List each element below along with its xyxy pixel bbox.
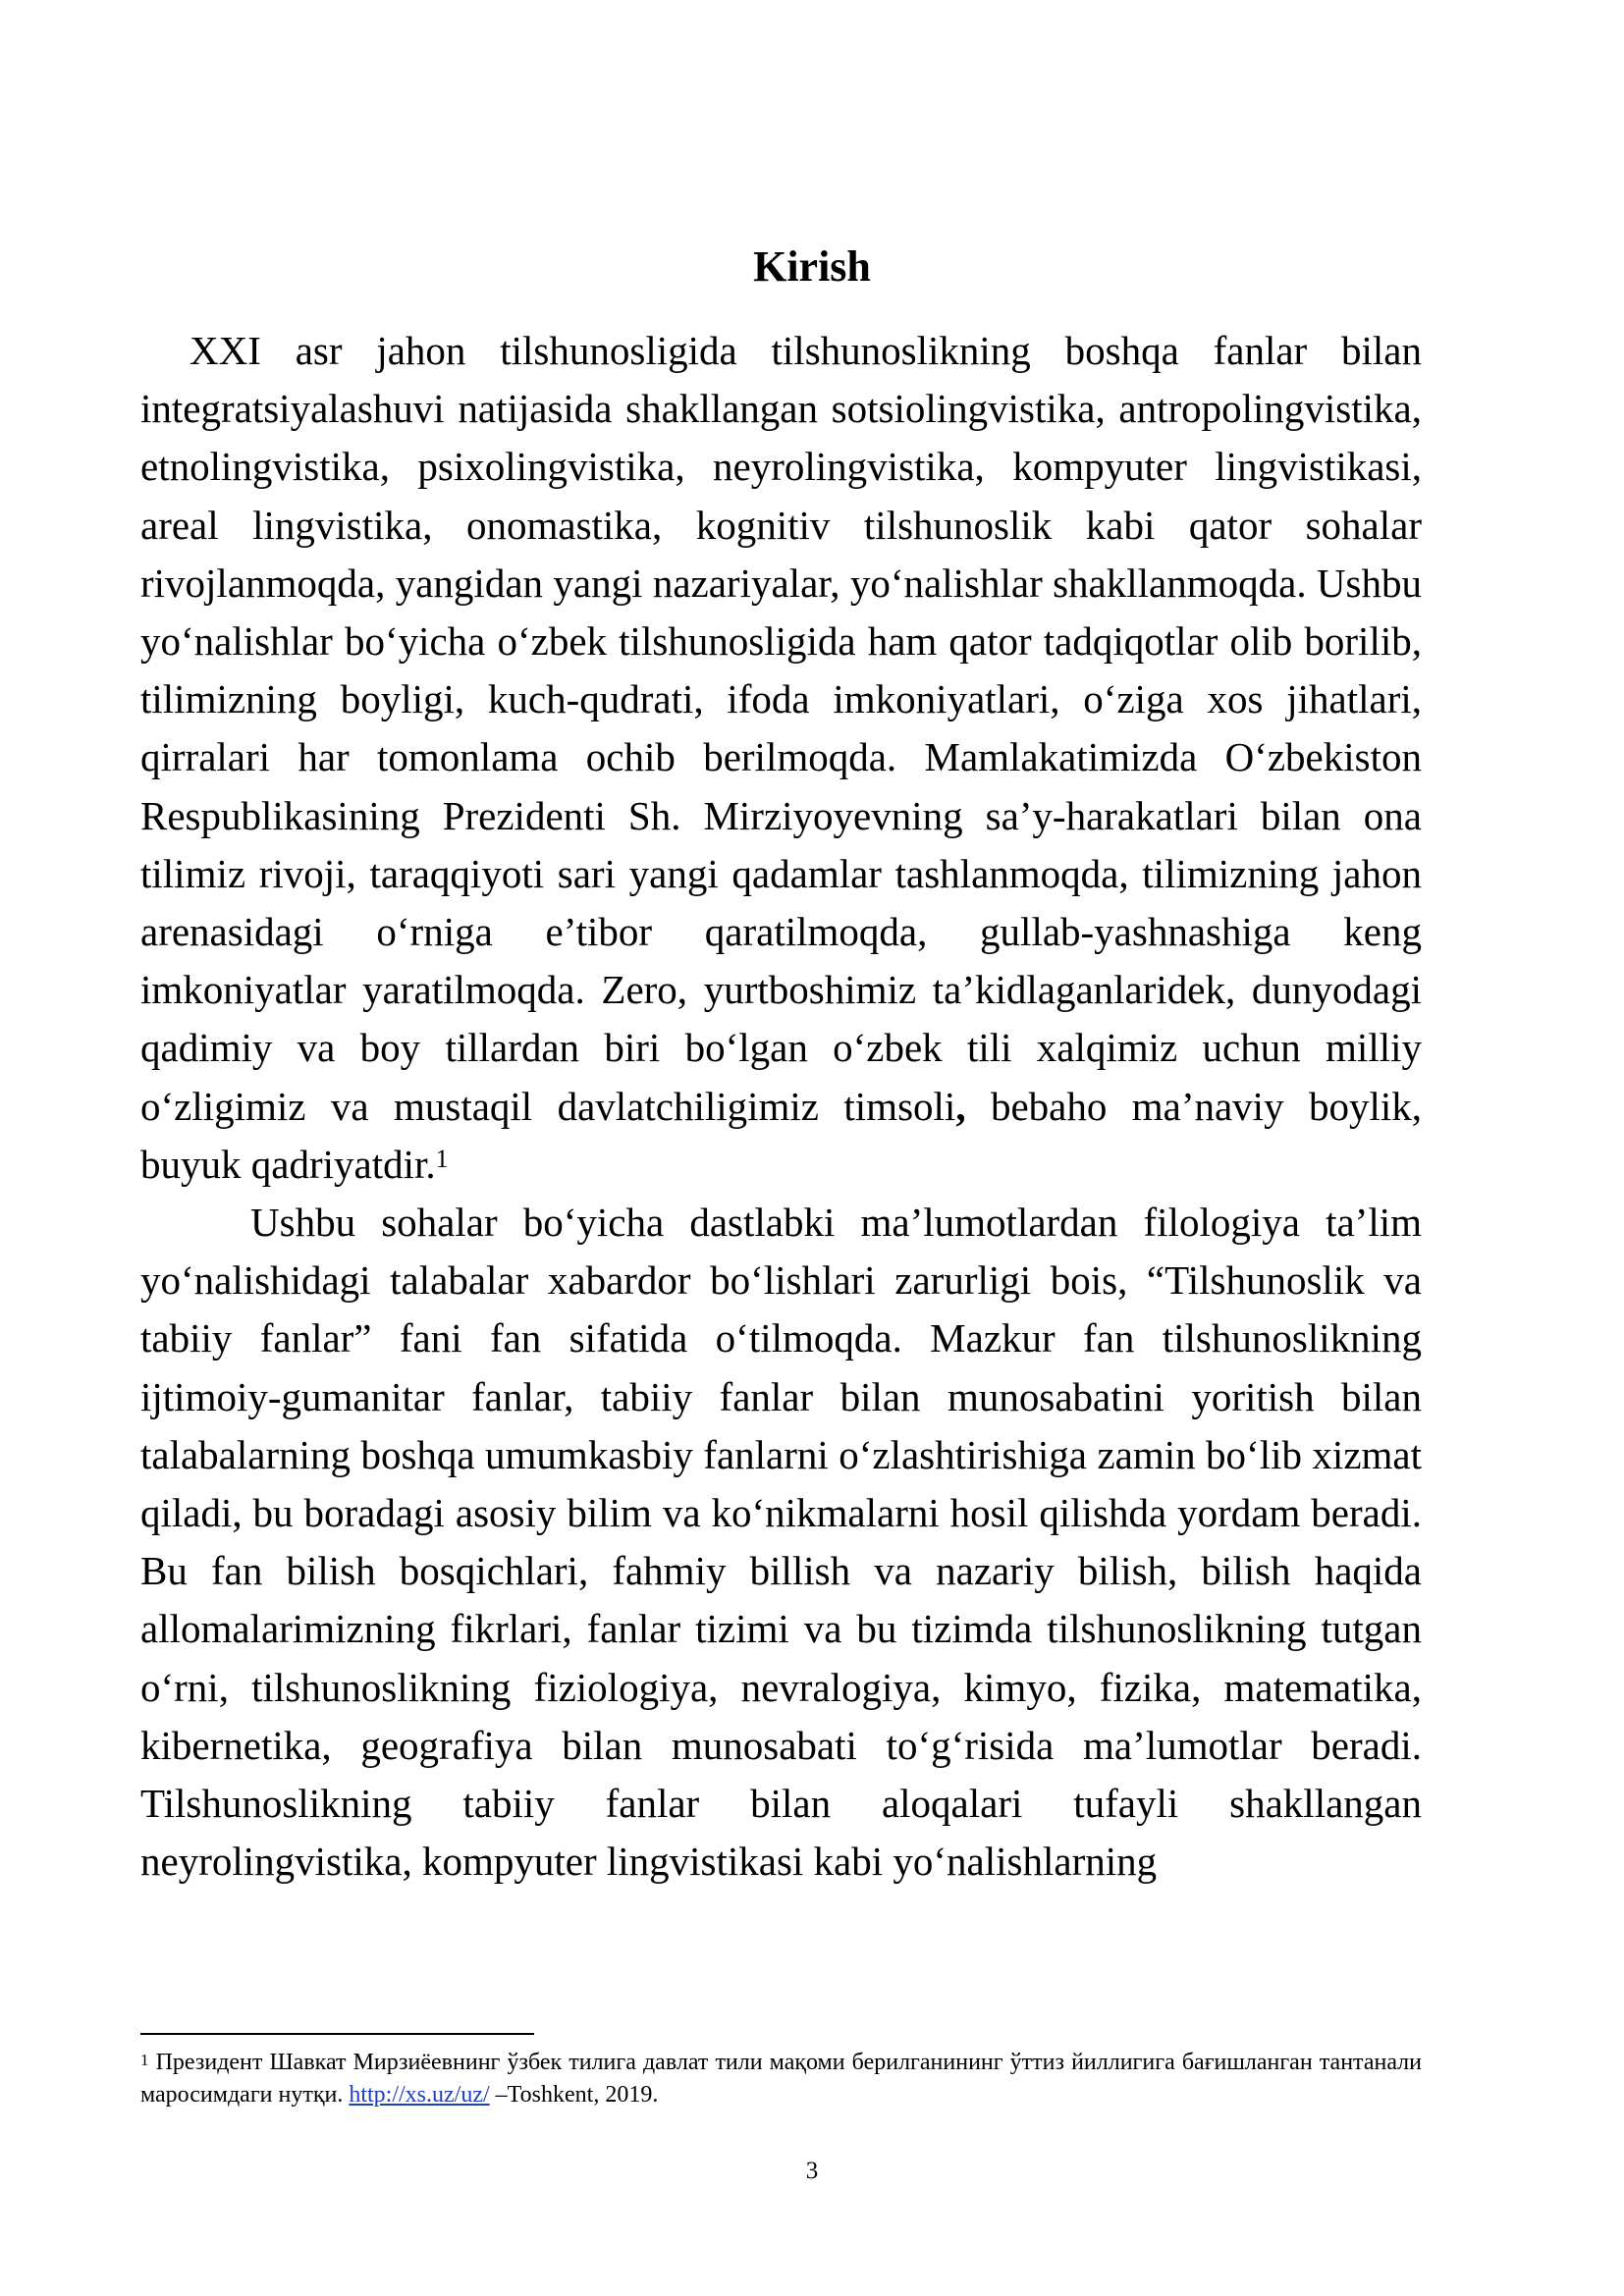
paragraph-1 [140,322,1422,1194]
body-text [140,322,1422,1891]
footnote-separator [140,2033,534,2035]
footnote-reference[interactable]: 1 [435,1144,449,1173]
footnote-link[interactable]: http://xs.uz/uz/ [349,2082,490,2108]
footnote-tail: –Toshkent, 2019. [489,2082,659,2108]
page-title: Kirish [753,242,871,291]
paragraph-1-comma: , [955,1083,966,1129]
footnote [140,2047,1422,2111]
footnote-text: Президент Шавкат Мирзиёевнинг ўзбек тилига давлат тили мақоми берилганининг ўттиз йиллигига бағишланган тантанали маросимдаги нутқи. [140,2050,1422,2108]
page-number: 3 [805,2158,819,2184]
paragraph-1-tail: bebaho ma’naviy boylik, buyuk qadriyatdir. [140,1083,1422,1187]
paragraph-1-text: XXI asr jahon tilshunosligida tilshunoslikning boshqa fanlar bilan integratsiyalashuvi natijasida shakllangan sotsiolingvistika, antropolingvistika, etnolingvistika, psixolingvistika, neyrolingvistika, kompyuter lingvistikasi, areal lingvistika, onomastika, kognitiv tilshunoslik kabi qator sohalar rivojlanmoqda, yangidan yangi nazariyalar, yo‘nalishlar shakllanmoqda. Ushbu yo‘nalishlar bo‘yicha o‘zbek tilshunosligida ham qator tadqiqotlar olib borilib, tilimizning boyligi, kuch-qudrati, ifoda imkoniyatlari, o‘ziga xos jihatlari, qirralari har tomonlama ochib berilmoqda. Mamlakatimizda O‘zbekiston Respublikasining Prezidenti Sh. Mirziyoyevning sa’y-harakatlari bilan ona tilimiz rivoji, taraqqiyoti sari yangi qadamlar tashlanmoqda, tilimizning jahon arenasidagi o‘rniga e’tibor qaratilmoqda, gullab-yashnashiga keng imkoniyatlar yaratilmoqda. Zero, yurtboshimiz ta’kidlaganlaridek, dunyodagi qadimiy va boy tillardan biri bo‘lgan o‘zbek tili xalqimiz uchun milliy o‘zligimiz va mustaqil davlatchiligimiz timsoli [140,328,1422,1129]
paragraph-2: Ushbu sohalar bo‘yicha dastlabki ma’lumotlardan filologiya ta’lim yo‘nalishidagi talabalar xabardor bo‘lishlari zarurligi bois, “Tilshunoslik va tabiiy fanlar” fani fan sifatida o‘tilmoqda. Mazkur fan tilshunoslikning ijtimoiy-gumanitar fanlar, tabiiy fanlar bilan munosabatini yoritish bilan talabalarning boshqa umumkasbiy fanlarni o‘zlashtirishiga zamin bo‘lib xizmat qiladi, bu boradagi asosiy bilim va ko‘nikmalarni hosil qilishda yordam beradi. Bu fan bilish bosqichlari, fahmiy billish va nazariy bilish, bilish haqida allomalarimizning fikrlari, fanlar tizimi va bu tizimda tilshunoslikning tutgan o‘rni, tilshunoslikning fiziologiya, nevralogiya, kimyo, fizika, matematika, kibernetika, geografiya bilan munosabati to‘g‘risida ma’lumotlar beradi. Tilshunoslikning tabiiy fanlar bilan aloqalari tufayli shakllangan neyrolingvistika, kompyuter lingvistikasi kabi yo‘nalishlarning [140,1200,1422,1885]
footnote-number: 1 [140,2051,149,2069]
